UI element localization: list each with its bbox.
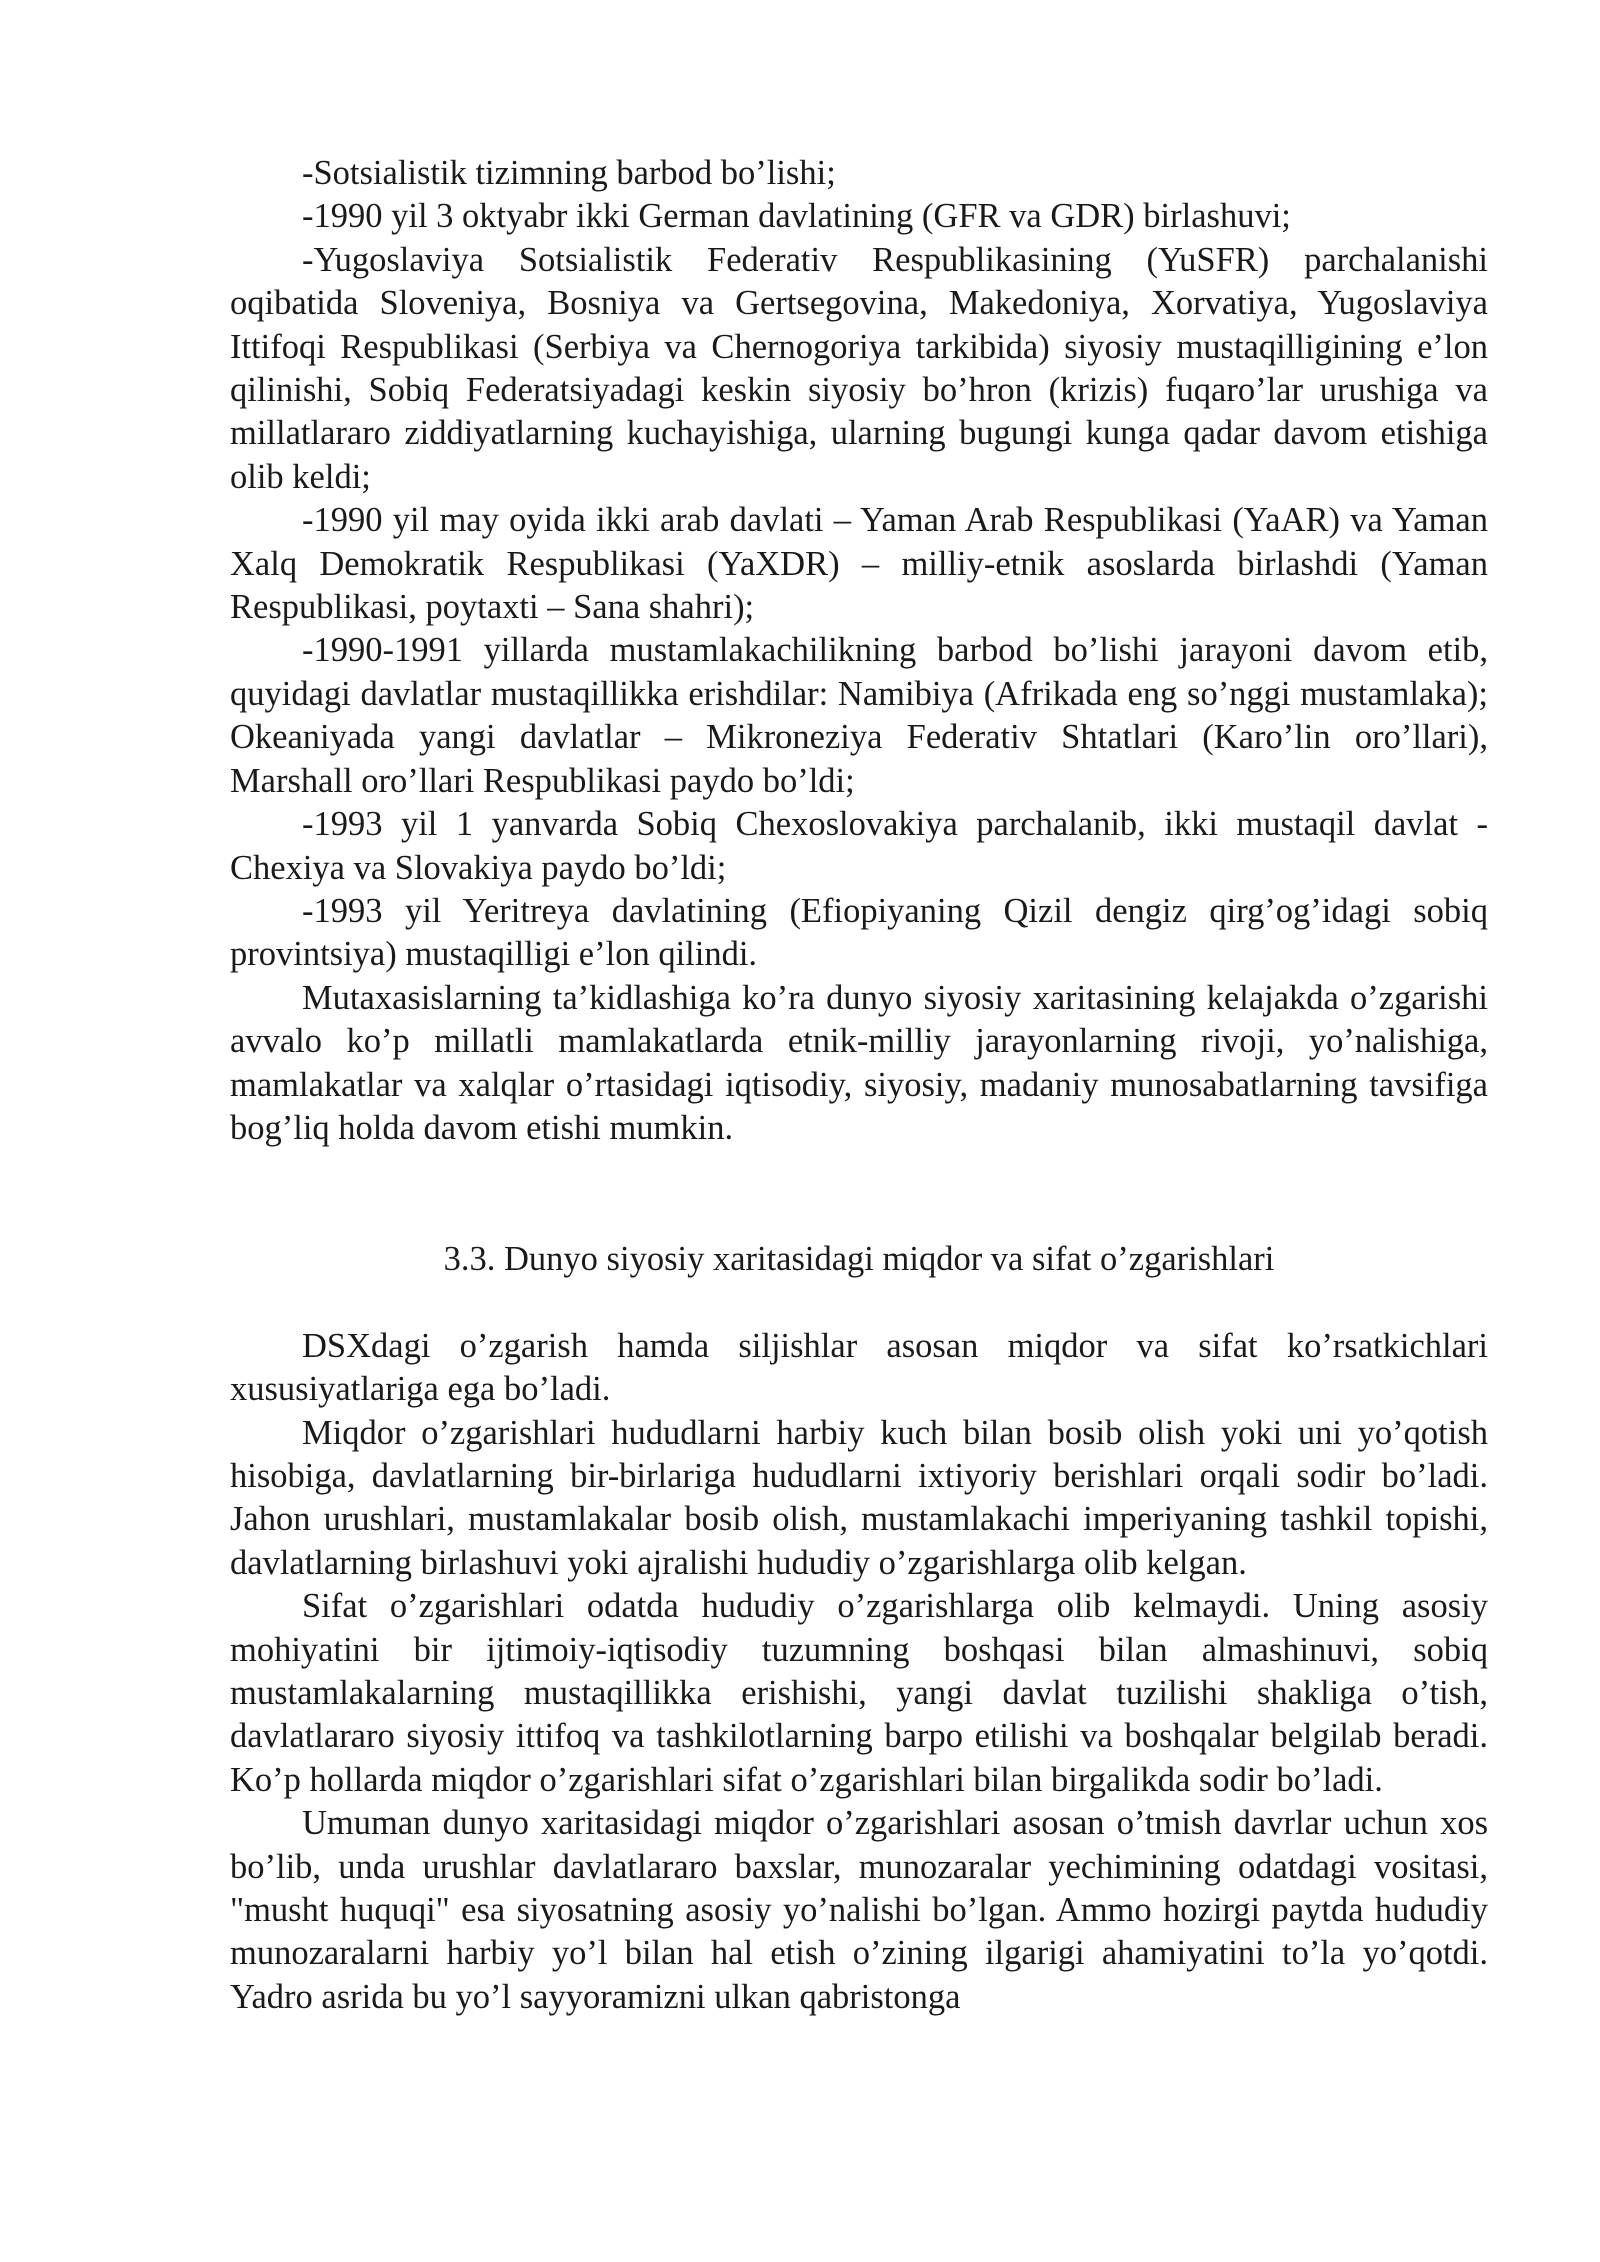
- list-item-yemen: -1990 yil may oyida ikki arab davlati – Yaman Arab Respublikasi (YaAR) va Yaman Xalq Demokratik Respublikasi (YaXDR) – milliy-etnik asoslarda birlashdi (Yaman Respublikasi, poytaxti – Sana shahri);: [230, 501, 1488, 627]
- list-item-decolonization: -1990-1991 yillarda mustamlakachilikning barbod bo’lishi jarayoni davom etib, quyidagi davlatlar mustaqillikka erishdilar: Namibiya (Afrikada eng so’nggi mustamlaka); Okeaniyada yangi davlatlar – Mikroneziya Federativ Shtatlari (Karo’lin oro’llari), Marshall oro’llari Respublikasi paydo bo’ldi;: [230, 631, 1488, 800]
- list-item-eritrea: -1993 yil Yeritreya davlatining (Efiopiyaning Qizil dengiz qirg’og’idagi sobiq provintsiya) mustaqilligi e’lon qilindi.: [230, 891, 1488, 974]
- paragraph-dsx-changes: DSXdagi o’zgarish hamda siljishlar asosan miqdor va sifat ko’rsatkichlari xususiyatlariga ega bo’ladi.: [230, 1326, 1488, 1409]
- spacer: [230, 1282, 1488, 1325]
- section-heading: 3.3. Dunyo siyosiy xaritasidagi miqdor va sifat o’zgarishlari: [443, 1240, 1275, 1279]
- paragraph-general-changes: Umuman dunyo xaritasidagi miqdor o’zgarishlari asosan o’tmish davrlar uchun xos bo’lib, unda urushlar davlatlararo baxslar, munozaralar yechimining odatdagi vositasi, "musht huquqi" esa siyosatning asosiy yo’nalishi bo’lgan. Ammo hozirgi paytda hududiy munozaralarni harbiy yo’l bilan hal etish o’zining ilgarigi ahamiyatini to’la yo’qotdi. Yadro asrida bu yo’l sayyoramizni ulkan qabristonga: [230, 1804, 1488, 2016]
- paragraph-experts-outlook: Mutaxasislarning ta’kidlashiga ko’ra dunyo siyosiy xaritasining kelajakda o’zgarishi avvalo ko’p millatli mamlakatlarda etnik-milliy jarayonlarning rivoji, yo’nalishiga, mamlakatlar va xalqlar o’rtasidagi iqtisodiy, siyosiy, madaniy munosabatlarning tavsifiga bog’liq holda davom etishi mumkin.: [230, 978, 1488, 1147]
- list-item-yugoslavia: -Yugoslaviya Sotsialistik Federativ Respublikasining (YuSFR) parchalanishi oqibatida Sloveniya, Bosniya va Gertsegovina, Makedoniya, Xorvatiya, Yugoslaviya Ittifoqi Respublikasi (Serbiya va Chernogoriya tarkibida) siyosiy mustaqilligining e’lon qilinishi, Sobiq Federatsiyadagi keskin siyosiy bo’hron (krizis) fuqaro’lar urushiga va millatlararo ziddiyatlarning kuchayishiga, ularning bugungi kunga qadar davom etishiga olib keldi;: [230, 240, 1488, 496]
- list-item-german-unification: -1990 yil 3 oktyabr ikki German davlatining (GFR va GDR) birlashuvi;: [302, 197, 1291, 236]
- list-item-czechoslovakia: -1993 yil 1 yanvarda Sobiq Chexoslovakiya parchalanib, ikki mustaqil davlat - Chexiya va Slovakiya paydo bo’ldi;: [230, 805, 1488, 887]
- list-item-socialist-system: -Sotsialistik tizimning barbod bo’lishi;: [302, 154, 836, 192]
- spacer: [230, 1150, 1488, 1238]
- paragraph-qualitative-changes: Sifat o’zgarishlari odatda hududiy o’zgarishlarga olib kelmaydi. Uning asosiy mohiyatini bir ijtimoiy-iqtisodiy tuzumning boshqasi bilan almashinuvi, sobiq mustamlakalarning mustaqillikka erishishi, yangi davlat tuzilishi shakliga o’tish, davlatlararo siyosiy ittifoq va tashkilotlarning barpo etilishi va boshqalar belgilab beradi. Ko’p hollarda miqdor o’zgarishlari sifat o’zgarishlari bilan birgalikda sodir bo’ladi.: [230, 1587, 1488, 1799]
- paragraph-quantitative-changes: Miqdor o’zgarishlari hududlarni harbiy kuch bilan bosib olish yoki uni yo’qotish hisobiga, davlatlarning bir-birlariga hududlarni ixtiyoriy berishlari orqali sodir bo’ladi. Jahon urushlari, mustamlakalar bosib olish, mustamlakachi imperiyaning tashkil topishi, davlatlarning birlashuvi yoki ajralishi hududiy o’zgarishlarga olib kelgan.: [230, 1413, 1488, 1582]
- document-body: [230, 152, 1488, 2019]
